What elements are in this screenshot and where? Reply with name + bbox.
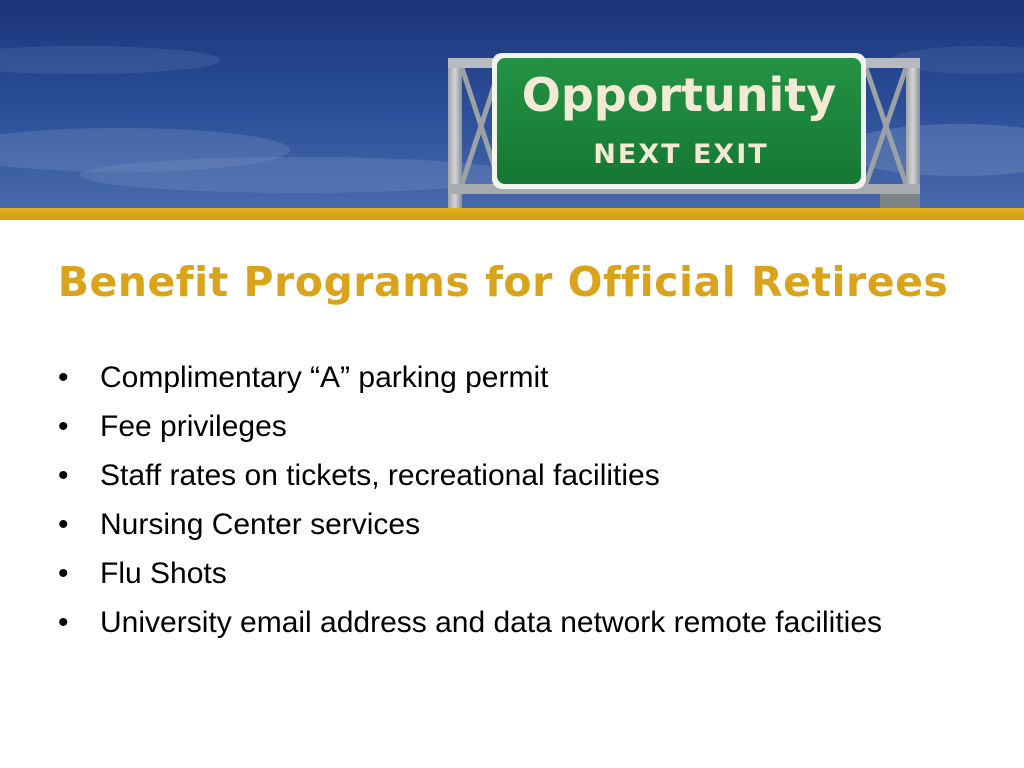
bullet-icon: • — [58, 557, 69, 590]
list-item — [58, 455, 882, 504]
list-item-text: University email address and data network remote facilities — [100, 606, 883, 639]
bullet-icon: • — [58, 410, 69, 443]
sign-title: Opportunity — [521, 68, 837, 122]
list-item-text: Staff rates on tickets, recreational facilities — [100, 459, 660, 492]
opportunity-sign — [492, 53, 866, 189]
bullet-icon: • — [58, 606, 69, 639]
list-item — [58, 406, 882, 455]
slide-title: Benefit Programs for Official Retirees — [57, 258, 949, 306]
bullet-icon: • — [58, 361, 69, 394]
list-item — [58, 602, 882, 651]
sign-subtitle: NEXT EXIT — [593, 139, 769, 170]
bullet-icon: • — [58, 508, 69, 541]
list-item-text: Flu Shots — [100, 557, 227, 590]
list-item — [58, 553, 882, 602]
list-item — [58, 357, 882, 406]
header-banner-image — [0, 0, 1024, 208]
highway-sign-photo — [0, 0, 1024, 208]
benefit-list — [58, 357, 882, 651]
list-item — [58, 504, 882, 553]
list-item-text: Complimentary “A” parking permit — [100, 361, 549, 394]
bullet-icon: • — [58, 459, 69, 492]
list-item-text: Nursing Center services — [100, 508, 421, 541]
list-item-text: Fee privileges — [100, 410, 287, 443]
banner-divider — [0, 208, 1024, 220]
